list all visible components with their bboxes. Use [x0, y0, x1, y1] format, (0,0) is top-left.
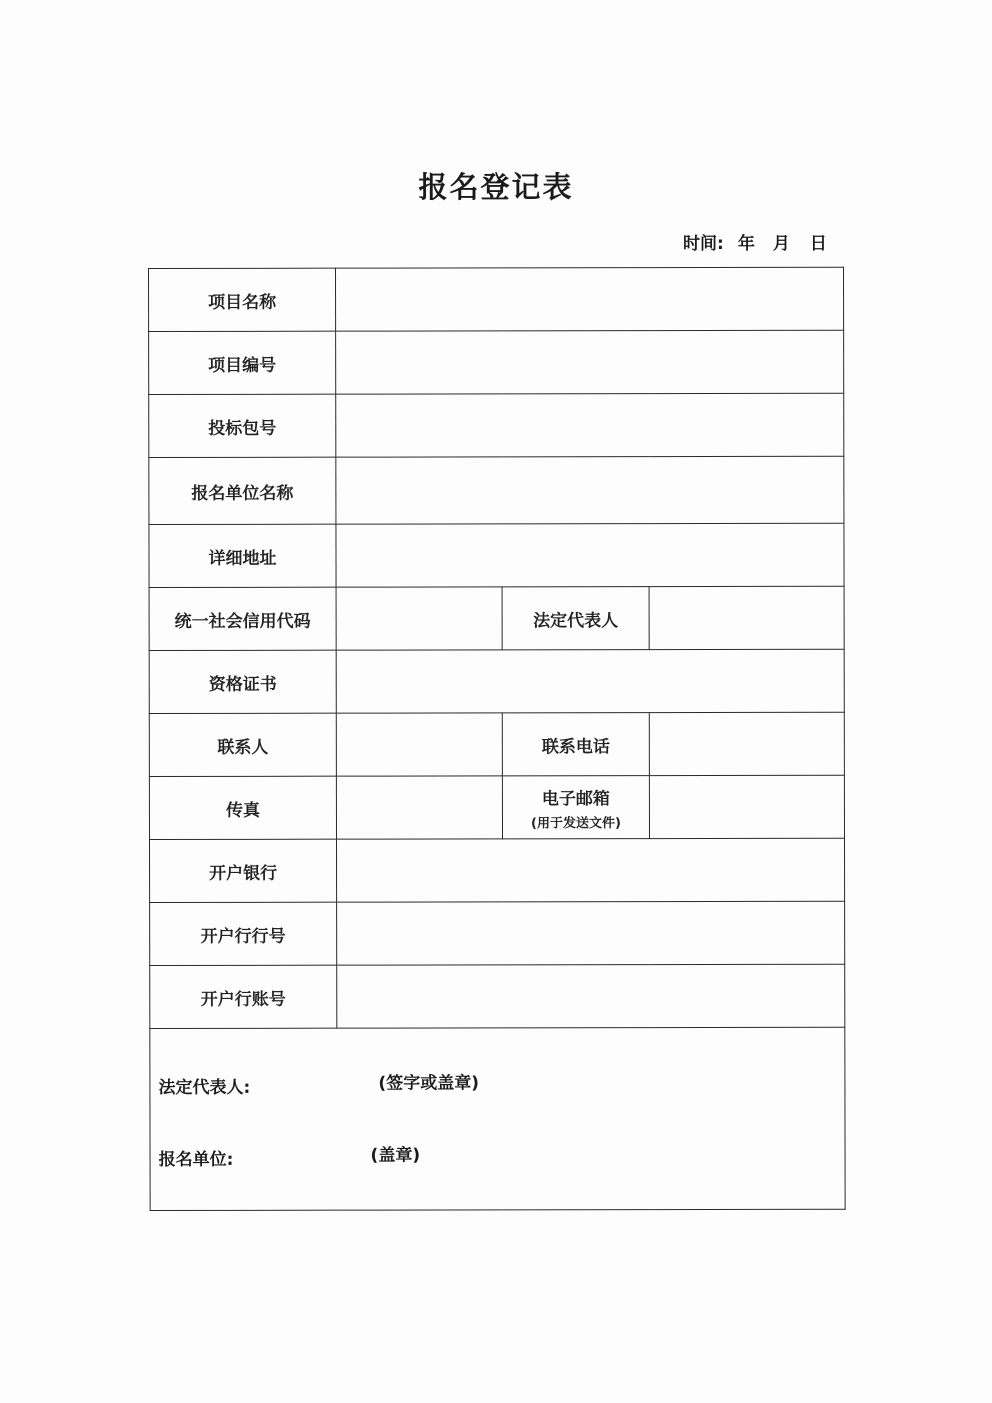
bank-account-label: 开户行账号 — [150, 965, 337, 1028]
contact-label: 联系人 — [149, 713, 336, 776]
legal-rep-field[interactable] — [649, 586, 844, 649]
email-label-cell — [502, 776, 649, 839]
bank-code-field[interactable] — [337, 901, 845, 965]
email-note: (用于发送文件) — [531, 815, 621, 831]
phone-label: 联系电话 — [502, 713, 649, 776]
signature-area — [150, 1027, 845, 1210]
unit-seal-hint: (盖章) — [370, 1145, 421, 1166]
credit-code-label: 统一社会信用代码 — [149, 587, 336, 650]
legal-rep-signature-label: 法定代表人: — [158, 1077, 251, 1098]
registration-table — [148, 267, 846, 1211]
table-row — [149, 838, 844, 902]
address-field[interactable] — [336, 523, 844, 587]
legal-rep-label: 法定代表人 — [502, 587, 649, 650]
registration-form — [148, 267, 845, 1211]
date-year: 年 — [737, 234, 755, 254]
table-row — [150, 964, 845, 1028]
table-row — [149, 775, 844, 839]
table-row — [149, 330, 844, 394]
applicant-name-label: 报名单位名称 — [149, 457, 336, 524]
date-line — [683, 229, 827, 254]
project-number-label: 项目编号 — [149, 331, 336, 394]
unit-seal-line — [158, 1145, 421, 1170]
table-row — [149, 523, 844, 587]
bank-account-field[interactable] — [337, 964, 845, 1028]
contact-field[interactable] — [336, 713, 502, 776]
table-row — [150, 901, 845, 965]
project-name-label: 项目名称 — [149, 268, 336, 331]
table-row — [149, 586, 844, 650]
date-month: 月 — [772, 234, 790, 254]
email-field[interactable] — [649, 775, 844, 838]
bank-code-label: 开户行行号 — [150, 902, 337, 965]
email-label: 电子邮箱 — [541, 788, 610, 809]
table-row — [149, 712, 844, 776]
page-title: 报名登记表 — [418, 170, 574, 204]
fax-label: 传真 — [149, 776, 336, 839]
table-row — [149, 649, 844, 713]
lot-number-label: 投标包号 — [149, 394, 336, 457]
date-label: 时间: — [683, 234, 724, 254]
address-label: 详细地址 — [149, 524, 336, 587]
unit-seal-label: 报名单位: — [158, 1149, 234, 1170]
bank-label: 开户银行 — [149, 839, 336, 902]
project-number-field[interactable] — [336, 330, 844, 394]
signature-row — [150, 1027, 845, 1210]
project-name-field[interactable] — [336, 267, 844, 331]
bank-field[interactable] — [336, 838, 844, 902]
date-day: 日 — [809, 234, 827, 254]
qualification-field[interactable] — [336, 649, 844, 713]
credit-code-field[interactable] — [336, 587, 502, 650]
legal-rep-signature-line — [158, 1073, 479, 1098]
phone-field[interactable] — [649, 712, 844, 775]
table-row — [149, 393, 844, 457]
lot-number-field[interactable] — [336, 393, 844, 457]
legal-rep-signature-hint: (签字或盖章) — [378, 1073, 479, 1094]
table-row — [149, 267, 844, 331]
fax-field[interactable] — [336, 776, 502, 839]
qualification-label: 资格证书 — [149, 650, 336, 713]
table-row — [149, 456, 844, 524]
applicant-name-field[interactable] — [336, 456, 844, 524]
